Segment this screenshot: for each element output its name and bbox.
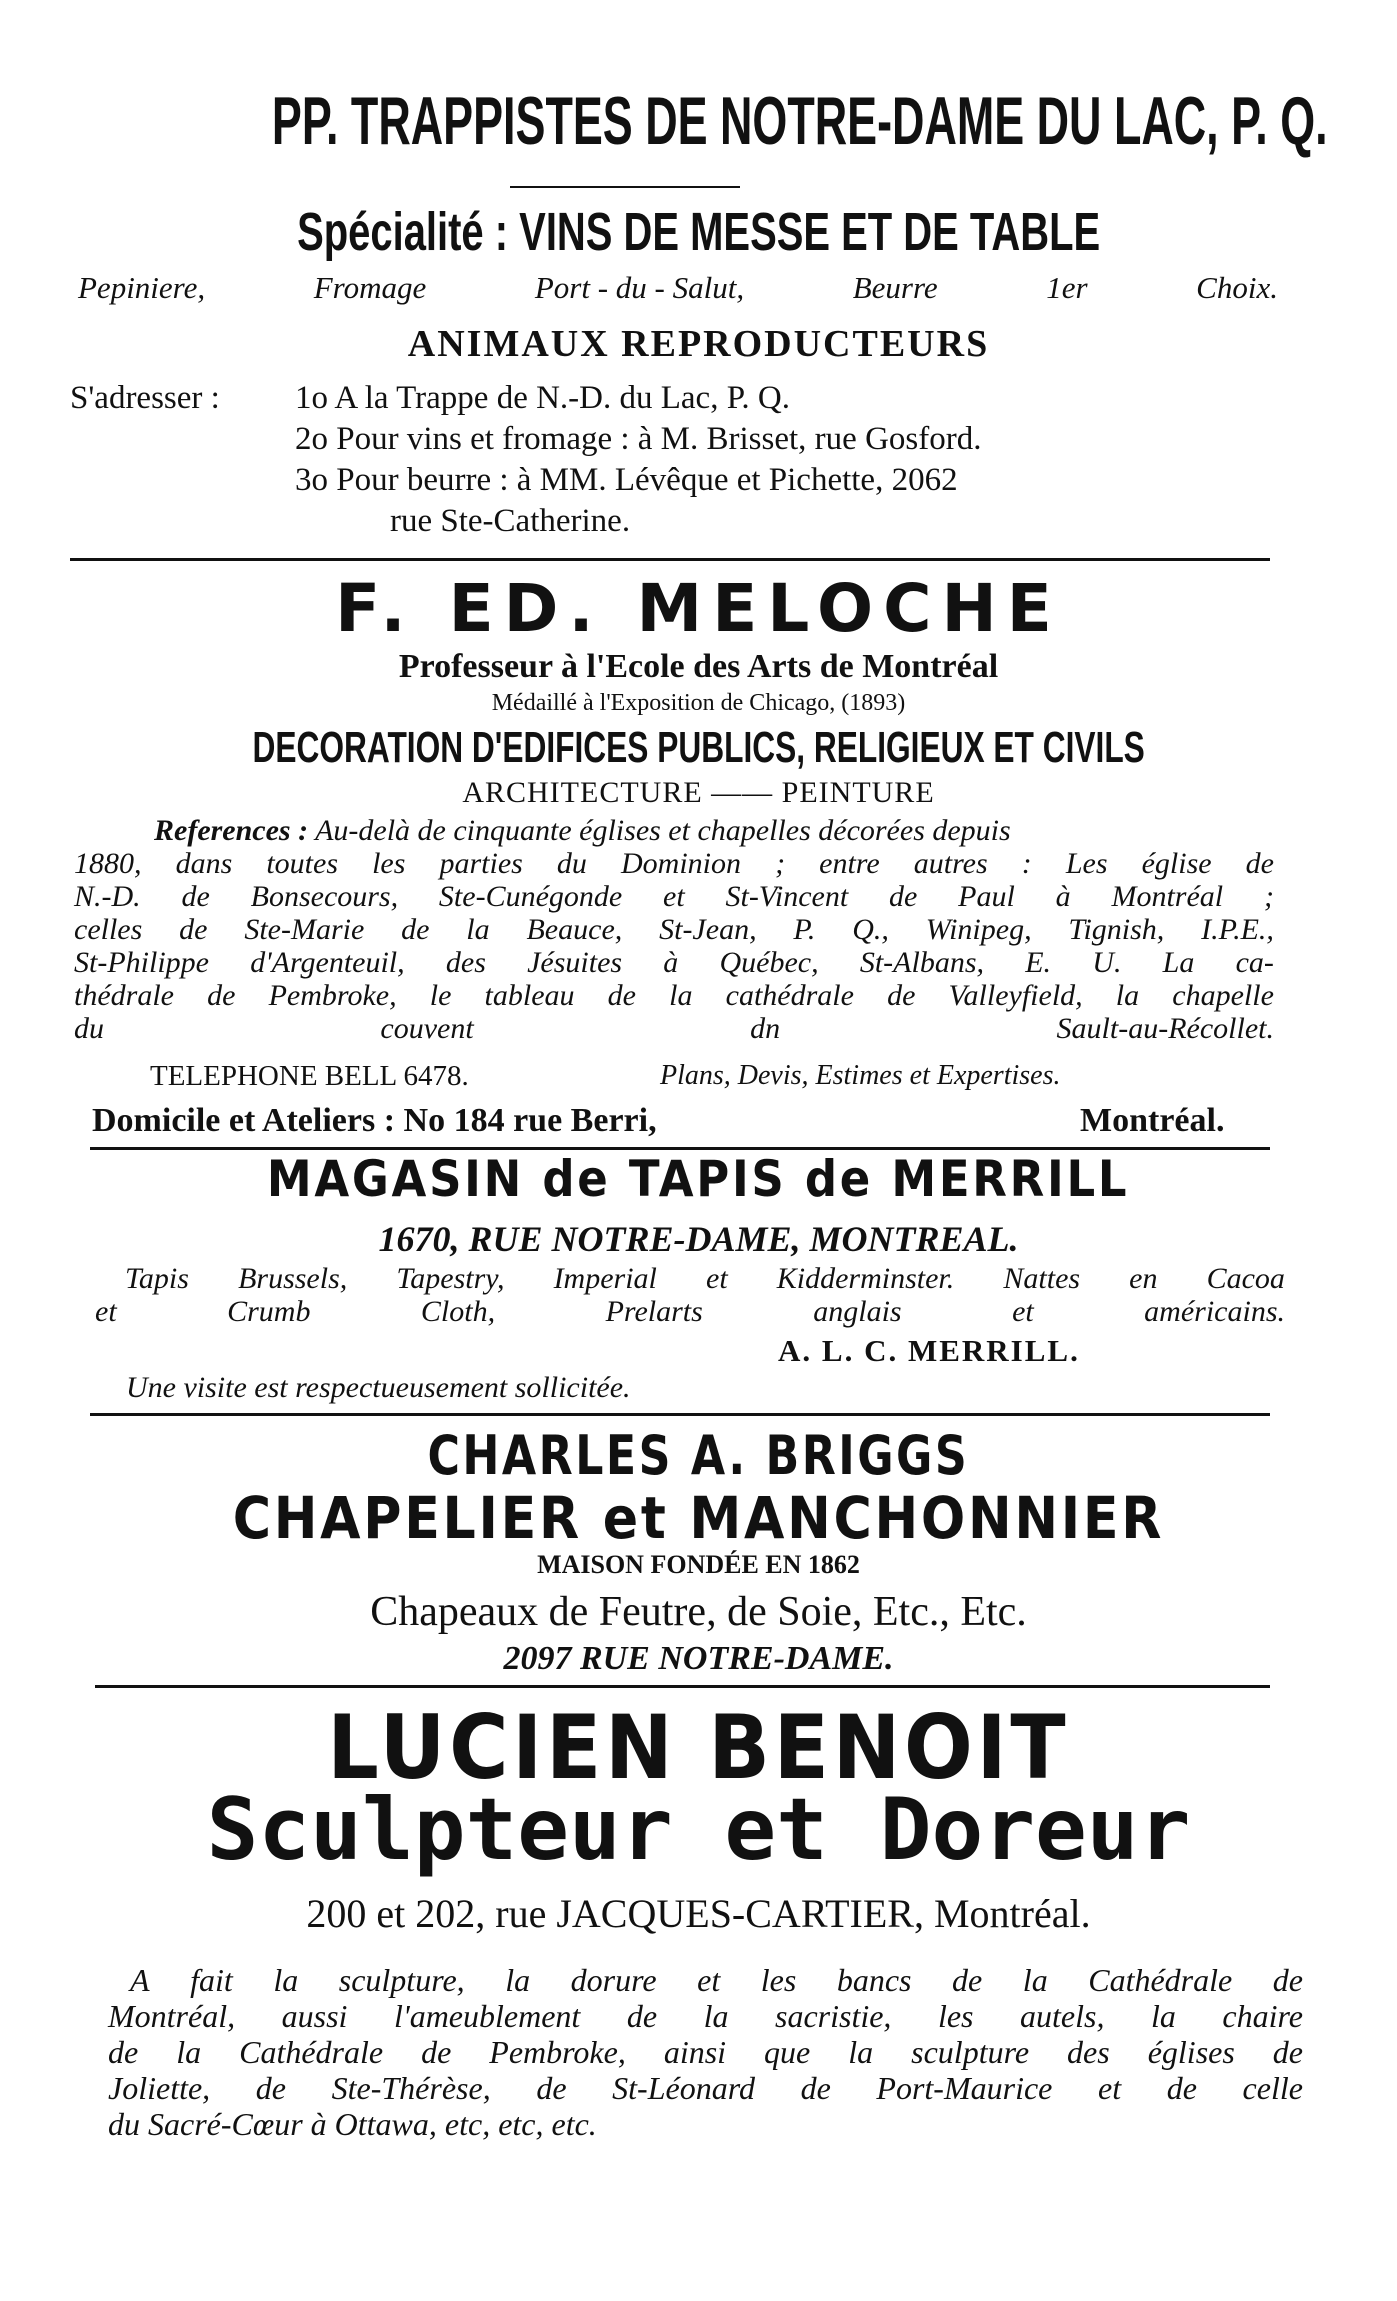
address-line: 1o A la Trappe de N.-D. du Lac, P. Q. xyxy=(295,380,790,416)
briggs-address: 2097 RUE NOTRE-DAME. xyxy=(503,1640,894,1677)
merrill-name: MAGASIN de TAPIS de MERRILL xyxy=(267,1150,1130,1208)
meloche-services: Plans, Devis, Estimes et Expertises. xyxy=(660,1060,1061,1091)
trappistes-title: PP. TRAPPISTES DE NOTRE-DAME DU LAC, P. Q. xyxy=(271,83,1328,159)
meloche-arts: ARCHITECTURE —— PEINTURE xyxy=(462,776,935,809)
meloche-domicile: Domicile et Ateliers : No 184 rue Berri, xyxy=(92,1102,657,1139)
merrill-address: 1670, RUE NOTRE-DAME, MONTREAL. xyxy=(378,1219,1019,1259)
address-line: rue Ste-Catherine. xyxy=(390,503,631,539)
title-underline xyxy=(510,186,740,188)
address-line: 2o Pour vins et fromage : à M. Brisset, rue Gosford. xyxy=(295,421,982,457)
meloche-telephone: TELEPHONE BELL 6478. xyxy=(150,1060,469,1092)
benoit-address: 200 et 202, rue JACQUES-CARTIER, Montréal. xyxy=(306,1891,1091,1936)
meloche-city: Montréal. xyxy=(1080,1102,1225,1139)
briggs-name: CHARLES A. BRIGGS xyxy=(427,1424,970,1487)
trappistes-products: Pepiniere, Fromage Port - du - Salut, Beurre 1er Choix. xyxy=(78,270,1278,305)
benoit-name: LUCIEN BENOIT xyxy=(327,1696,1070,1799)
section-divider xyxy=(90,1413,1270,1416)
meloche-references: References : Au-delà de cinquante églises et chapelles décorées depuis 1880, dans toutes les parties du Dominion ; entre autres : Les église de N.-D. de Bonsecours, Ste-Cunégonde et St-Vincent de Paul à Montréal ; celles de Ste-Marie de la Beauce, St-Jean, P. Q., Winipeg, Tignish, I.P.E., St-Philippe d'Argenteuil, des Jésuites à Québec, St-Albans, E. U. La ca- thédrale de Pembroke, le tableau de la cathédrale de Valleyfield, la chapelle du couvent dn Sault-au-Récollet. xyxy=(74,814,1274,1045)
address-label: S'adresser : xyxy=(70,380,220,416)
trappistes-animals: ANIMAUX REPRODUCTEURS xyxy=(407,323,990,365)
section-divider xyxy=(70,558,1270,561)
references-label: References : xyxy=(154,814,309,847)
benoit-description: A fait la sculpture, la dorure et les bancs de la Cathédrale de Montréal, aussi l'ameublement de la sacristie, les autels, la chaire de la Cathédrale de Pembroke, ainsi que la sculpture des églises de Joliette, de Ste-Thérèse, de St-Léonard de Port-Maurice et de celle du Sacré-Cœur à Ottawa, etc, etc, etc. xyxy=(108,1962,1303,2142)
merrill-owner: A. L. C. MERRILL. xyxy=(778,1333,1080,1368)
meloche-title: Professeur à l'Ecole des Arts de Montréal xyxy=(398,648,999,685)
briggs-founded: MAISON FONDÉE EN 1862 xyxy=(537,1550,860,1579)
briggs-products: Chapeaux de Feutre, de Soie, Etc., Etc. xyxy=(370,1589,1027,1635)
meloche-medal: Médaillé à l'Exposition de Chicago, (1893) xyxy=(491,690,906,716)
merrill-visit: Une visite est respectueusement sollicitée. xyxy=(126,1371,631,1404)
briggs-trade: CHAPELIER et MANCHONNIER xyxy=(232,1484,1165,1552)
meloche-name: F. ED. MELOCHE xyxy=(335,570,1062,647)
benoit-trade: Sculpteur et Doreur xyxy=(206,1780,1191,1880)
section-divider xyxy=(95,1685,1270,1688)
address-line: 3o Pour beurre : à MM. Lévêque et Pichette, 2062 xyxy=(295,462,958,498)
merrill-description: Tapis Brussels, Tapestry, Imperial et Kidderminster. Nattes en Cacoa et Crumb Cloth, Prelarts anglais et américains. xyxy=(95,1262,1285,1328)
trappistes-speciality: Spécialité : VINS DE MESSE ET DE TABLE xyxy=(296,202,1101,262)
meloche-decoration: DECORATION D'EDIFICES PUBLICS, RELIGIEUX ET CIVILS xyxy=(252,723,1145,772)
